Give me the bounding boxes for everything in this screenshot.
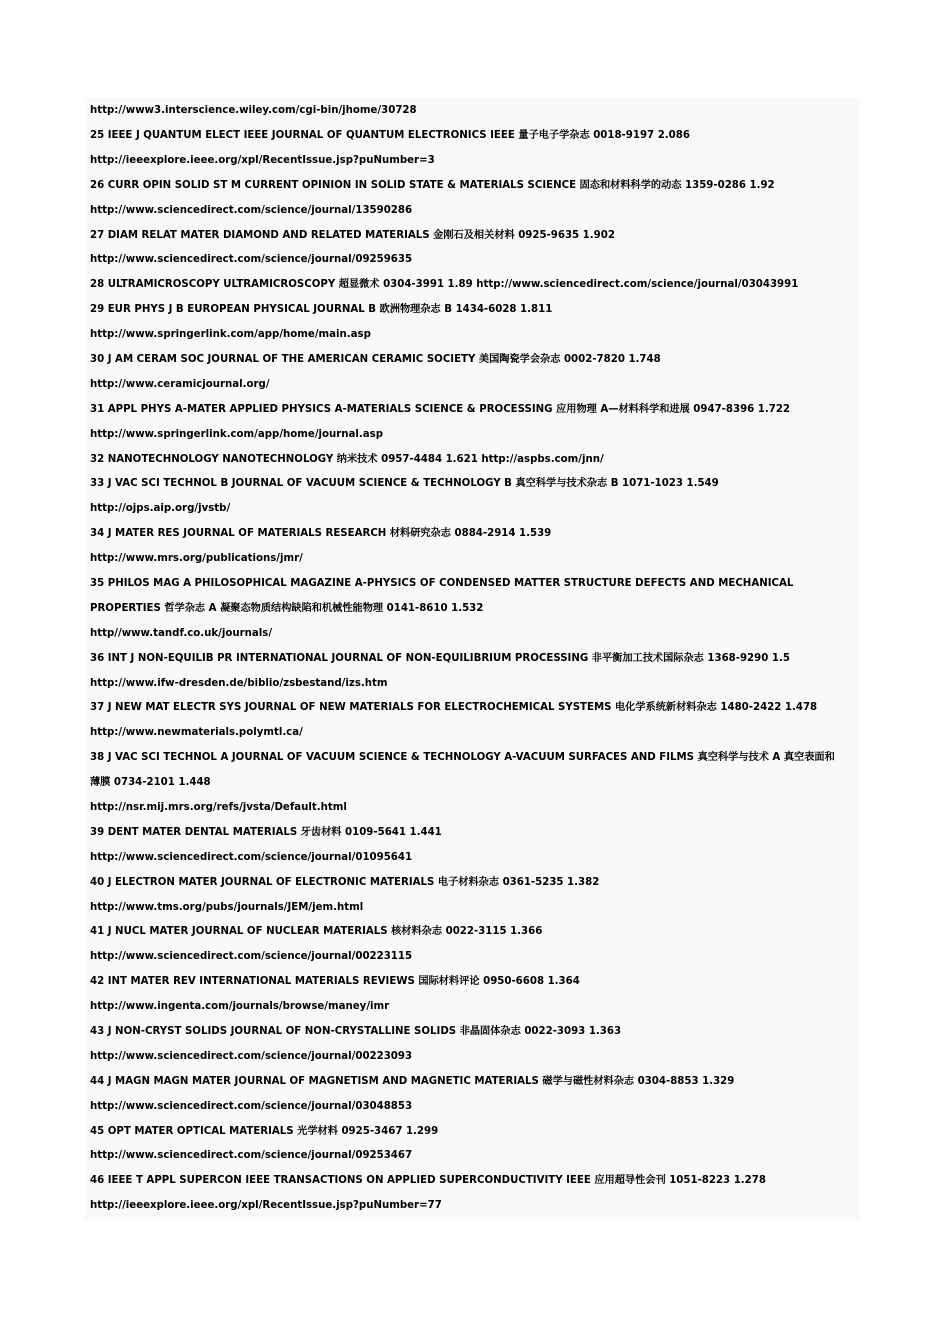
- text-line: 42 INT MATER REV INTERNATIONAL MATERIALS REVIEWS 国际材料评论 0950-6608 1.364: [90, 976, 580, 987]
- text-line: http://www.tms.org/pubs/journals/JEM/jem.html: [90, 902, 364, 913]
- text-line: 31 APPL PHYS A-MATER APPLIED PHYSICS A-MATERIALS SCIENCE & PROCESSING 应用物理 A—材料科学和进展 0947-8396 1.722: [90, 404, 791, 415]
- text-line: 27 DIAM RELAT MATER DIAMOND AND RELATED MATERIALS 金刚石及相关材料 0925-9635 1.902: [90, 230, 615, 241]
- text-line: http://www.ingenta.com/journals/browse/maney/imr: [90, 1001, 390, 1012]
- text-line: 38 J VAC SCI TECHNOL A JOURNAL OF VACUUM SCIENCE & TECHNOLOGY A-VACUUM SURFACES AND FILMS 真空科学与技术 A 真空表面和: [90, 752, 835, 763]
- text-line: http://www.sciencedirect.com/science/journal/00223115: [90, 951, 413, 962]
- text-line: http://www.mrs.org/publications/jmr/: [90, 553, 303, 564]
- text-line: 40 J ELECTRON MATER JOURNAL OF ELECTRONIC MATERIALS 电子材料杂志 0361-5235 1.382: [90, 877, 600, 888]
- text-line: http://www.newmaterials.polymtl.ca/: [90, 727, 303, 738]
- text-line: 45 OPT MATER OPTICAL MATERIALS 光学材料 0925-3467 1.299: [90, 1126, 439, 1137]
- text-line: 39 DENT MATER DENTAL MATERIALS 牙齿材料 0109-5641 1.441: [90, 827, 442, 838]
- text-line: http//www.tandf.co.uk/journals/: [90, 628, 273, 639]
- document-page: [85, 98, 860, 1220]
- text-line: 37 J NEW MAT ELECTR SYS JOURNAL OF NEW MATERIALS FOR ELECTROCHEMICAL SYSTEMS 电化学系统新材料杂志 1480-2422 1.478: [90, 702, 818, 713]
- text-line: 46 IEEE T APPL SUPERCON IEEE TRANSACTIONS ON APPLIED SUPERCONDUCTIVITY IEEE 应用超导性会刊 1051-8223 1.278: [90, 1175, 766, 1186]
- text-line: 30 J AM CERAM SOC JOURNAL OF THE AMERICAN CERAMIC SOCIETY 美国陶瓷学会杂志 0002-7820 1.748: [90, 354, 661, 365]
- text-line: http://www.sciencedirect.com/science/journal/03048853: [90, 1101, 413, 1112]
- text-line: http://www.sciencedirect.com/science/journal/00223093: [90, 1051, 413, 1062]
- text-line: http://ieeexplore.ieee.org/xpl/RecentIssue.jsp?puNumber=3: [90, 155, 435, 166]
- text-line: 薄膜 0734-2101 1.448: [90, 777, 211, 788]
- text-line: http://www.sciencedirect.com/science/journal/09253467: [90, 1150, 413, 1161]
- text-line: http://www.sciencedirect.com/science/journal/01095641: [90, 852, 413, 863]
- text-line: 44 J MAGN MAGN MATER JOURNAL OF MAGNETISM AND MAGNETIC MATERIALS 磁学与磁性材料杂志 0304-8853 1.329: [90, 1076, 735, 1087]
- text-line: 35 PHILOS MAG A PHILOSOPHICAL MAGAZINE A-PHYSICS OF CONDENSED MATTER STRUCTURE DEFECTS AND MECHANICAL: [90, 578, 794, 589]
- text-line: http://www.sciencedirect.com/science/journal/13590286: [90, 205, 413, 216]
- text-line: http://ojps.aip.org/jvstb/: [90, 503, 231, 514]
- text-line: http://www.springerlink.com/app/home/main.asp: [90, 329, 371, 340]
- text-line: 34 J MATER RES JOURNAL OF MATERIALS RESEARCH 材料研究杂志 0884-2914 1.539: [90, 528, 552, 539]
- text-line: 32 NANOTECHNOLOGY NANOTECHNOLOGY 纳米技术 0957-4484 1.621 http://aspbs.com/jnn/: [90, 454, 604, 465]
- text-line: http://nsr.mij.mrs.org/refs/jvsta/Default.html: [90, 802, 347, 813]
- text-line: 33 J VAC SCI TECHNOL B JOURNAL OF VACUUM SCIENCE & TECHNOLOGY B 真空科学与技术杂志 B 1071-1023 1.549: [90, 478, 719, 489]
- text-line: http://www.springerlink.com/app/home/journal.asp: [90, 429, 384, 440]
- text-line: http://www.ifw-dresden.de/biblio/zsbestand/izs.htm: [90, 678, 388, 689]
- text-line: 26 CURR OPIN SOLID ST M CURRENT OPINION IN SOLID STATE & MATERIALS SCIENCE 固态和材料科学的动态 1359-0286 1.92: [90, 180, 775, 191]
- text-line: http://www.ceramicjournal.org/: [90, 379, 270, 390]
- text-line: 25 IEEE J QUANTUM ELECT IEEE JOURNAL OF QUANTUM ELECTRONICS IEEE 量子电子学杂志 0018-9197 2.086: [90, 130, 690, 141]
- text-line: http://ieeexplore.ieee.org/xpl/RecentIssue.jsp?puNumber=77: [90, 1200, 442, 1211]
- text-line: http://www.sciencedirect.com/science/journal/09259635: [90, 254, 413, 265]
- text-line: 41 J NUCL MATER JOURNAL OF NUCLEAR MATERIALS 核材料杂志 0022-3115 1.366: [90, 926, 543, 937]
- text-line: 29 EUR PHYS J B EUROPEAN PHYSICAL JOURNAL B 欧洲物理杂志 B 1434-6028 1.811: [90, 304, 553, 315]
- text-line: 43 J NON-CRYST SOLIDS JOURNAL OF NON-CRYSTALLINE SOLIDS 非晶固体杂志 0022-3093 1.363: [90, 1026, 622, 1037]
- text-line: PROPERTIES 哲学杂志 A 凝聚态物质结构缺陷和机械性能物理 0141-8610 1.532: [90, 603, 484, 614]
- text-line: http://www3.interscience.wiley.com/cgi-bin/jhome/30728: [90, 105, 417, 116]
- text-line: 36 INT J NON-EQUILIB PR INTERNATIONAL JOURNAL OF NON-EQUILIBRIUM PROCESSING 非平衡加工技术国际杂志 1368-9290 1.5: [90, 653, 790, 664]
- text-line: 28 ULTRAMICROSCOPY ULTRAMICROSCOPY 超显微术 0304-3991 1.89 http://www.sciencedirect.com/science/journal/03043991: [90, 279, 799, 290]
